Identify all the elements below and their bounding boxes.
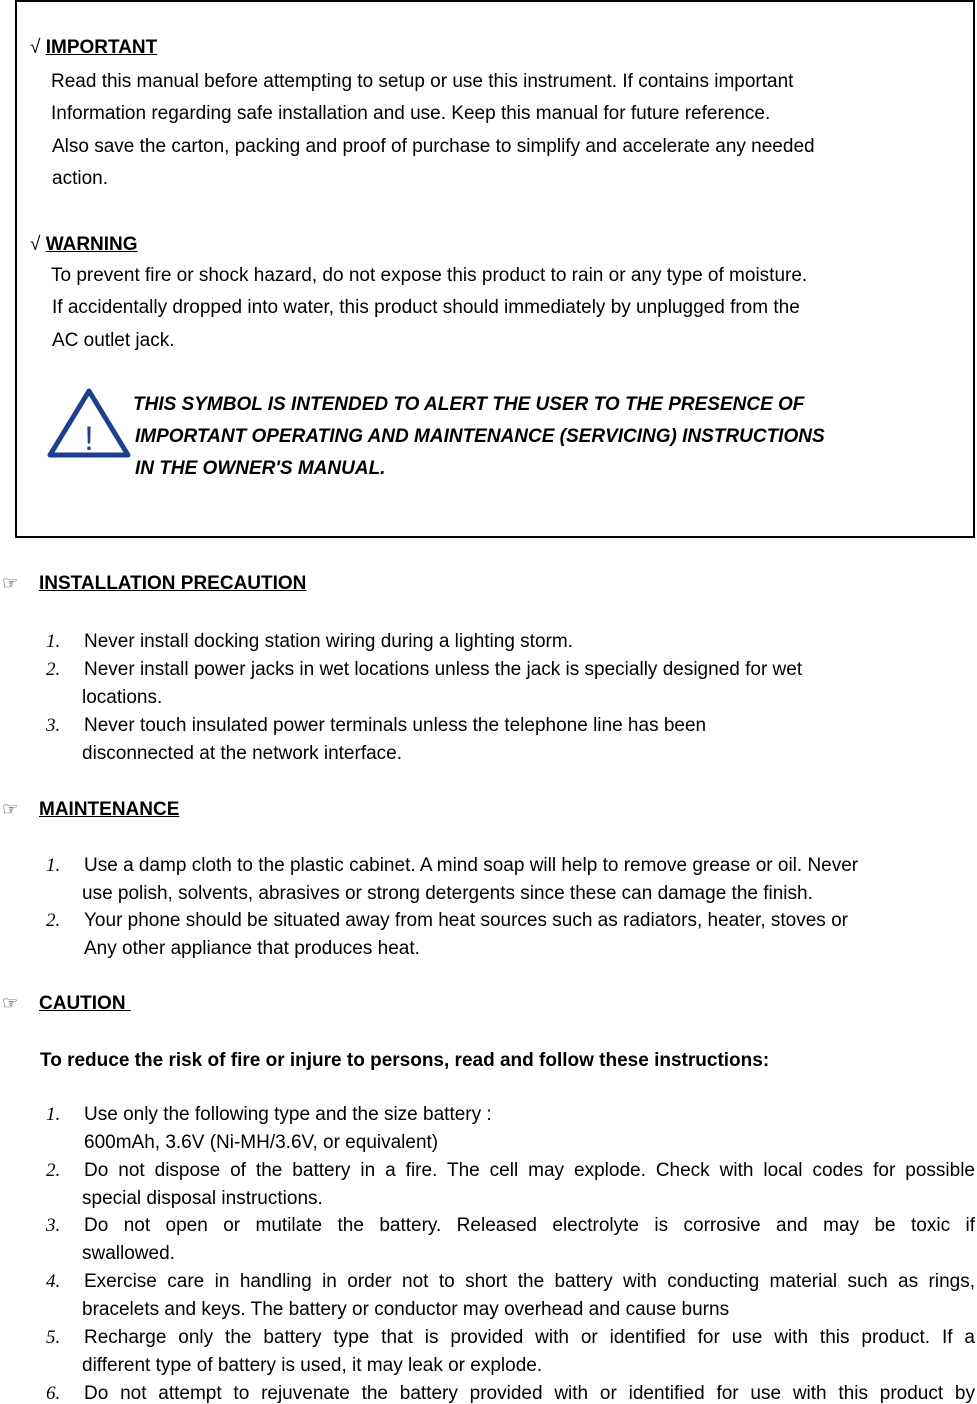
list-item-continued: Any other appliance that produces heat. <box>84 938 420 959</box>
list-item-continued: special disposal instructions. <box>82 1188 323 1209</box>
list-item: Your phone should be situated away from heat sources such as radiators, heater, stoves or <box>84 910 848 931</box>
list-item: Never install power jacks in wet locations unless the jack is specially designed for wet <box>84 659 803 680</box>
check-mark-icon: √ <box>30 37 41 58</box>
item-number: 3. <box>46 1215 61 1236</box>
important-line: Also save the carton, packing and proof of purchase to simplify and accelerate any needed <box>52 136 815 157</box>
item-number: 2. <box>46 1160 61 1181</box>
item-number: 1. <box>46 1104 61 1125</box>
list-item-continued: disconnected at the network interface. <box>82 743 403 764</box>
list-item: Exercise care in handling in order not to short the battery with conducting material such as rings, <box>84 1271 975 1292</box>
warning-heading: √ WARNING <box>30 234 138 255</box>
list-item-continued: locations. <box>82 687 163 708</box>
item-number: 1. <box>46 855 61 876</box>
check-mark-icon: √ <box>30 234 41 255</box>
list-item: Do not dispose of the battery in a fire. The cell may explode. Check with local codes for possible <box>84 1160 975 1181</box>
important-line: action. <box>52 168 108 189</box>
alert-mark: ! <box>84 420 94 458</box>
item-number: 4. <box>46 1271 61 1292</box>
list-item: Use only the following type and the size battery : <box>84 1104 492 1125</box>
symbol-line: IN THE OWNER'S MANUAL. <box>135 458 386 479</box>
hand-pointer-icon: ☞ <box>2 799 19 819</box>
warning-line: To prevent fire or shock hazard, do not expose this product to rain or any type of moisture. <box>51 265 808 286</box>
important-heading: √ IMPORTANT <box>30 37 158 58</box>
warning-triangle-icon <box>47 388 131 458</box>
installation-heading: INSTALLATION PRECAUTION <box>39 573 307 594</box>
list-item: Never install docking station wiring during a lighting storm. <box>84 631 573 652</box>
list-item: Never touch insulated power terminals unless the telephone line has been <box>84 715 707 736</box>
list-item-continued: use polish, solvents, abrasives or strong detergents since these can damage the finish. <box>82 883 813 904</box>
hand-pointer-icon: ☞ <box>2 573 19 593</box>
item-number: 2. <box>46 910 61 931</box>
list-item: Do not open or mutilate the battery. Released electrolyte is corrosive and may be toxic if <box>84 1215 975 1236</box>
list-item: Do not attempt to rejuvenate the battery provided with or identified for use with this product by <box>84 1383 975 1404</box>
symbol-line: IMPORTANT OPERATING AND MAINTENANCE (SERVICING) INSTRUCTIONS <box>135 426 825 447</box>
list-item-continued: 600mAh, 3.6V (Ni-MH/3.6V, or equivalent) <box>84 1132 439 1153</box>
item-number: 5. <box>46 1327 61 1348</box>
item-number: 6. <box>46 1383 61 1404</box>
item-number: 1. <box>46 631 61 652</box>
list-item: Recharge only the battery type that is provided with or identified for use with this product. If a <box>84 1327 975 1348</box>
list-item: Use a damp cloth to the plastic cabinet. A mind soap will help to remove grease or oil. Never <box>84 855 859 876</box>
warning-line: AC outlet jack. <box>52 330 175 351</box>
list-item-continued: bracelets and keys. The battery or conductor may overhead and cause burns <box>82 1299 730 1320</box>
hand-pointer-icon: ☞ <box>2 993 19 1013</box>
important-line: Read this manual before attempting to setup or use this instrument. If contains important <box>51 71 794 92</box>
list-item-continued: swallowed. <box>82 1243 175 1264</box>
item-number: 3. <box>46 715 61 736</box>
list-item-continued: different type of battery is used, it may leak or explode. <box>82 1355 543 1376</box>
warning-line: If accidentally dropped into water, this product should immediately by unplugged from the <box>52 297 800 318</box>
maintenance-heading: MAINTENANCE <box>39 799 180 820</box>
symbol-line: THIS SYMBOL IS INTENDED TO ALERT THE USER TO THE PRESENCE OF <box>133 394 805 415</box>
item-number: 2. <box>46 659 61 680</box>
caution-intro: To reduce the risk of fire or injure to persons, read and follow these instructions: <box>40 1050 770 1071</box>
caution-heading: CAUTION <box>39 993 131 1014</box>
important-line: Information regarding safe installation and use. Keep this manual for future reference. <box>51 103 771 124</box>
